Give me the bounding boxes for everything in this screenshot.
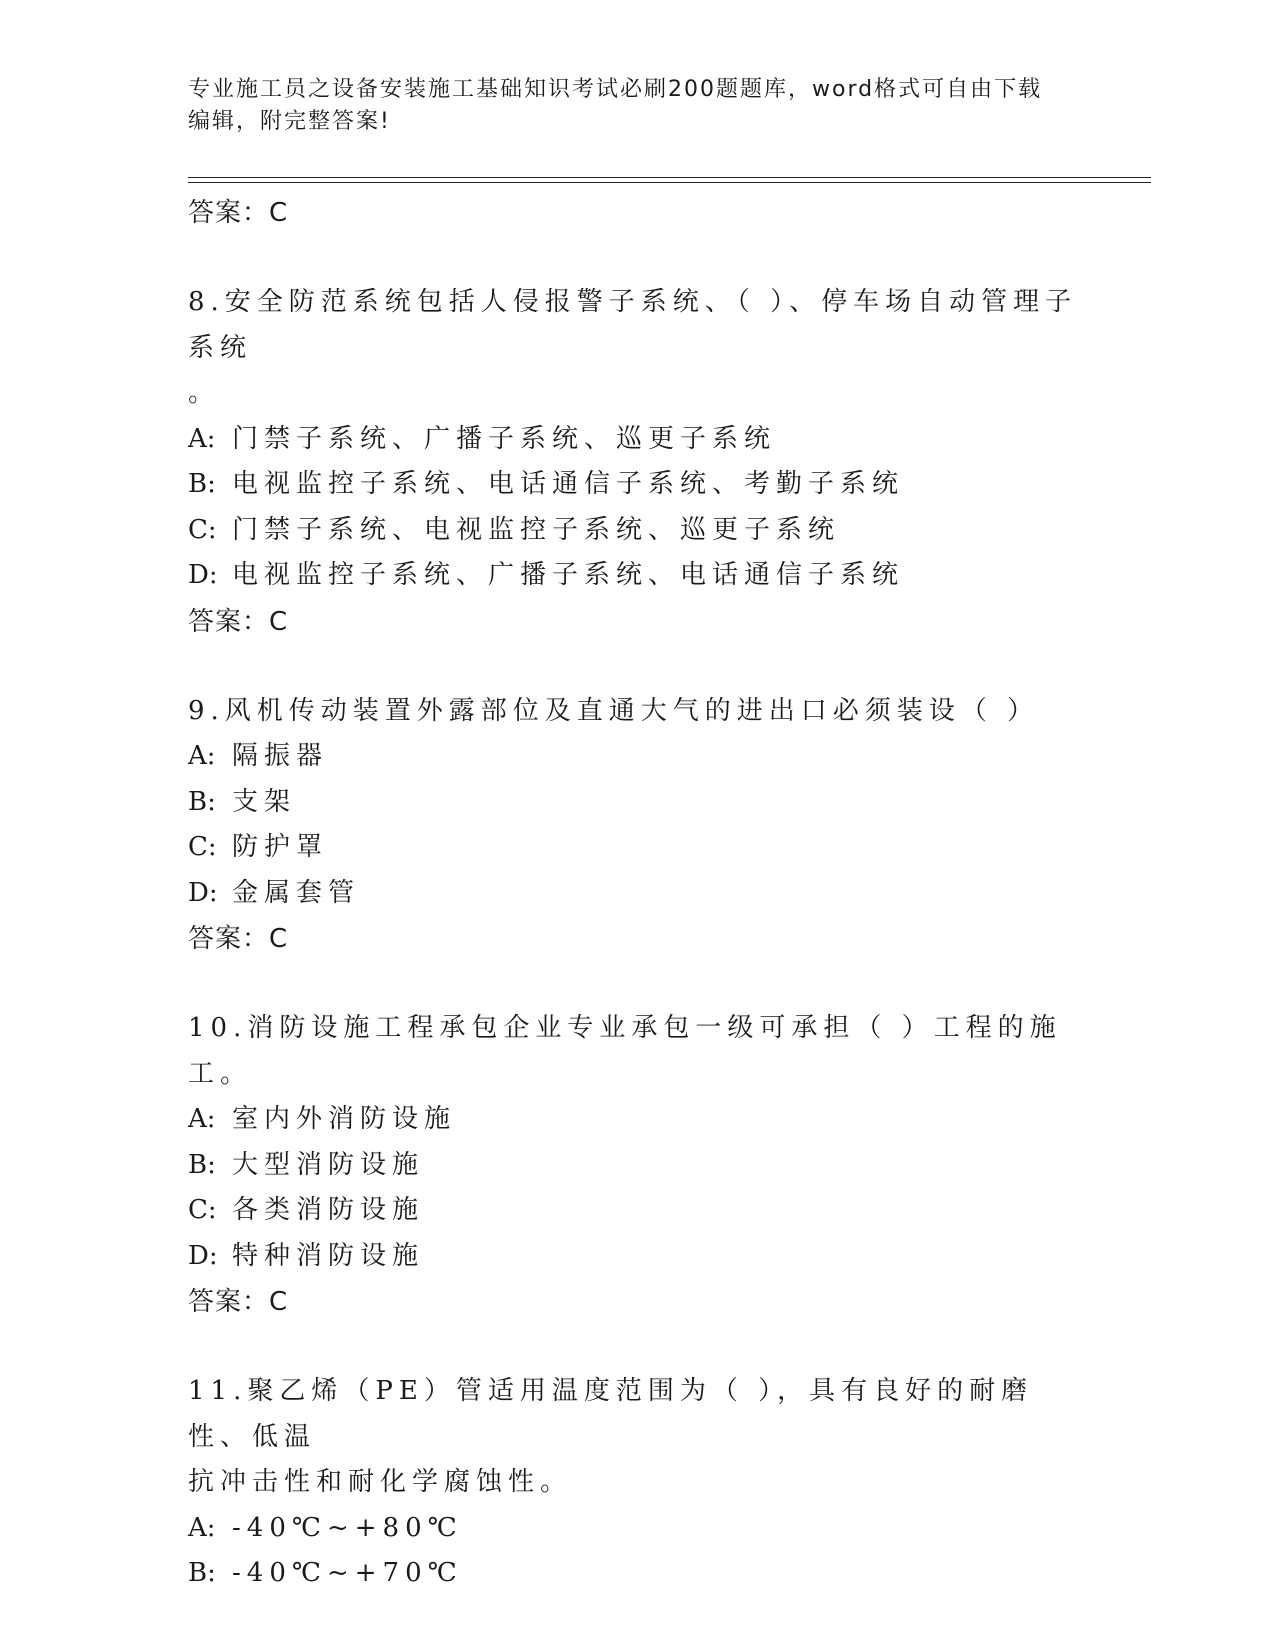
question-line: 8.安全防范系统包括人侵报警子系统、（ ）、停车场自动管理子系统 bbox=[188, 287, 1078, 363]
option-text: -40℃~+80℃ bbox=[232, 1512, 463, 1543]
option-text: 支架 bbox=[232, 786, 297, 817]
option-text: -40℃~+70℃ bbox=[232, 1558, 463, 1588]
option-letter: C: bbox=[188, 1195, 217, 1225]
option-letter: A: bbox=[188, 423, 216, 454]
option-b bbox=[188, 1143, 1088, 1189]
option-text: 各类消防设施 bbox=[232, 1195, 425, 1225]
option-d bbox=[188, 871, 1088, 917]
option-d bbox=[188, 1234, 1088, 1280]
option-b bbox=[188, 780, 1088, 826]
option-b bbox=[188, 462, 1088, 508]
option-letter: A: bbox=[188, 741, 216, 771]
question-text bbox=[188, 689, 1088, 735]
option-letter: B: bbox=[188, 1149, 216, 1180]
question-block bbox=[188, 1369, 1088, 1597]
option-c bbox=[188, 1188, 1088, 1234]
option-text: 门禁子系统、电视监控子系统、巡更子系统 bbox=[232, 514, 841, 545]
option-letter: C: bbox=[188, 514, 217, 545]
option-c bbox=[188, 508, 1088, 554]
header-line-2: 编辑，附完整答案! bbox=[188, 109, 391, 134]
option-letter: C: bbox=[188, 832, 217, 862]
option-c bbox=[188, 825, 1088, 871]
spacer bbox=[188, 1325, 1088, 1369]
spacer bbox=[188, 962, 1088, 1006]
option-letter: B: bbox=[188, 1558, 216, 1588]
option-letter: D: bbox=[188, 877, 218, 908]
question-text bbox=[188, 1006, 1088, 1097]
question-line: 10.消防设施工程承包企业专业承包一级可承担（ ）工程的施工。 bbox=[188, 1013, 1062, 1089]
option-text: 金属套管 bbox=[232, 877, 361, 908]
answer-line: 答案：C bbox=[188, 1287, 289, 1317]
question-text bbox=[188, 1369, 1088, 1506]
option-text: 隔振器 bbox=[232, 741, 329, 771]
question-block bbox=[188, 689, 1088, 963]
option-letter: B: bbox=[188, 469, 216, 499]
option-text: 电视监控子系统、广播子系统、电话通信子系统 bbox=[232, 560, 905, 590]
header-line-1: 专业施工员之设备安装施工基础知识考试必刷200题题库，word格式可自由下载 bbox=[188, 77, 1043, 102]
question-block bbox=[188, 1006, 1088, 1325]
option-a bbox=[188, 1097, 1088, 1143]
option-text: 电视监控子系统、电话通信子系统、考勤子系统 bbox=[232, 469, 905, 499]
option-b bbox=[188, 1551, 1088, 1597]
question-line: 抗冲击性和耐化学腐蚀性。 bbox=[188, 1467, 573, 1497]
option-a bbox=[188, 734, 1088, 780]
spacer bbox=[188, 645, 1088, 689]
option-text: 防护罩 bbox=[232, 832, 329, 862]
option-a bbox=[188, 417, 1088, 463]
question-text bbox=[188, 280, 1088, 417]
page-header bbox=[188, 74, 1068, 138]
header-divider-top bbox=[188, 177, 1151, 178]
question-line: 9.风机传动装置外露部位及直通大气的进出口必须装设（ ） bbox=[188, 695, 1040, 726]
option-text: 室内外消防设施 bbox=[232, 1104, 457, 1134]
option-letter: A: bbox=[188, 1512, 216, 1543]
spacer bbox=[188, 236, 1088, 280]
answer-line: 答案：C bbox=[188, 606, 289, 637]
option-text: 大型消防设施 bbox=[232, 1149, 425, 1180]
question-list bbox=[188, 190, 1088, 1597]
option-letter: D: bbox=[188, 560, 218, 590]
option-letter: B: bbox=[188, 786, 216, 817]
option-a bbox=[188, 1506, 1088, 1552]
option-d bbox=[188, 553, 1088, 599]
header-divider-bottom bbox=[188, 182, 1151, 183]
question-block bbox=[188, 280, 1088, 645]
option-letter: A: bbox=[188, 1104, 216, 1134]
question-line: 11.聚乙烯（PE）管适用温度范围为（ ），具有良好的耐磨性、低温 bbox=[188, 1376, 1034, 1452]
option-text: 门禁子系统、广播子系统、巡更子系统 bbox=[232, 423, 777, 454]
answer-line: 答案：C bbox=[188, 924, 289, 954]
option-letter: D: bbox=[188, 1240, 218, 1271]
answer-line: 答案：C bbox=[188, 198, 289, 228]
option-text: 特种消防设施 bbox=[232, 1240, 425, 1271]
question-line: 。 bbox=[188, 378, 221, 408]
